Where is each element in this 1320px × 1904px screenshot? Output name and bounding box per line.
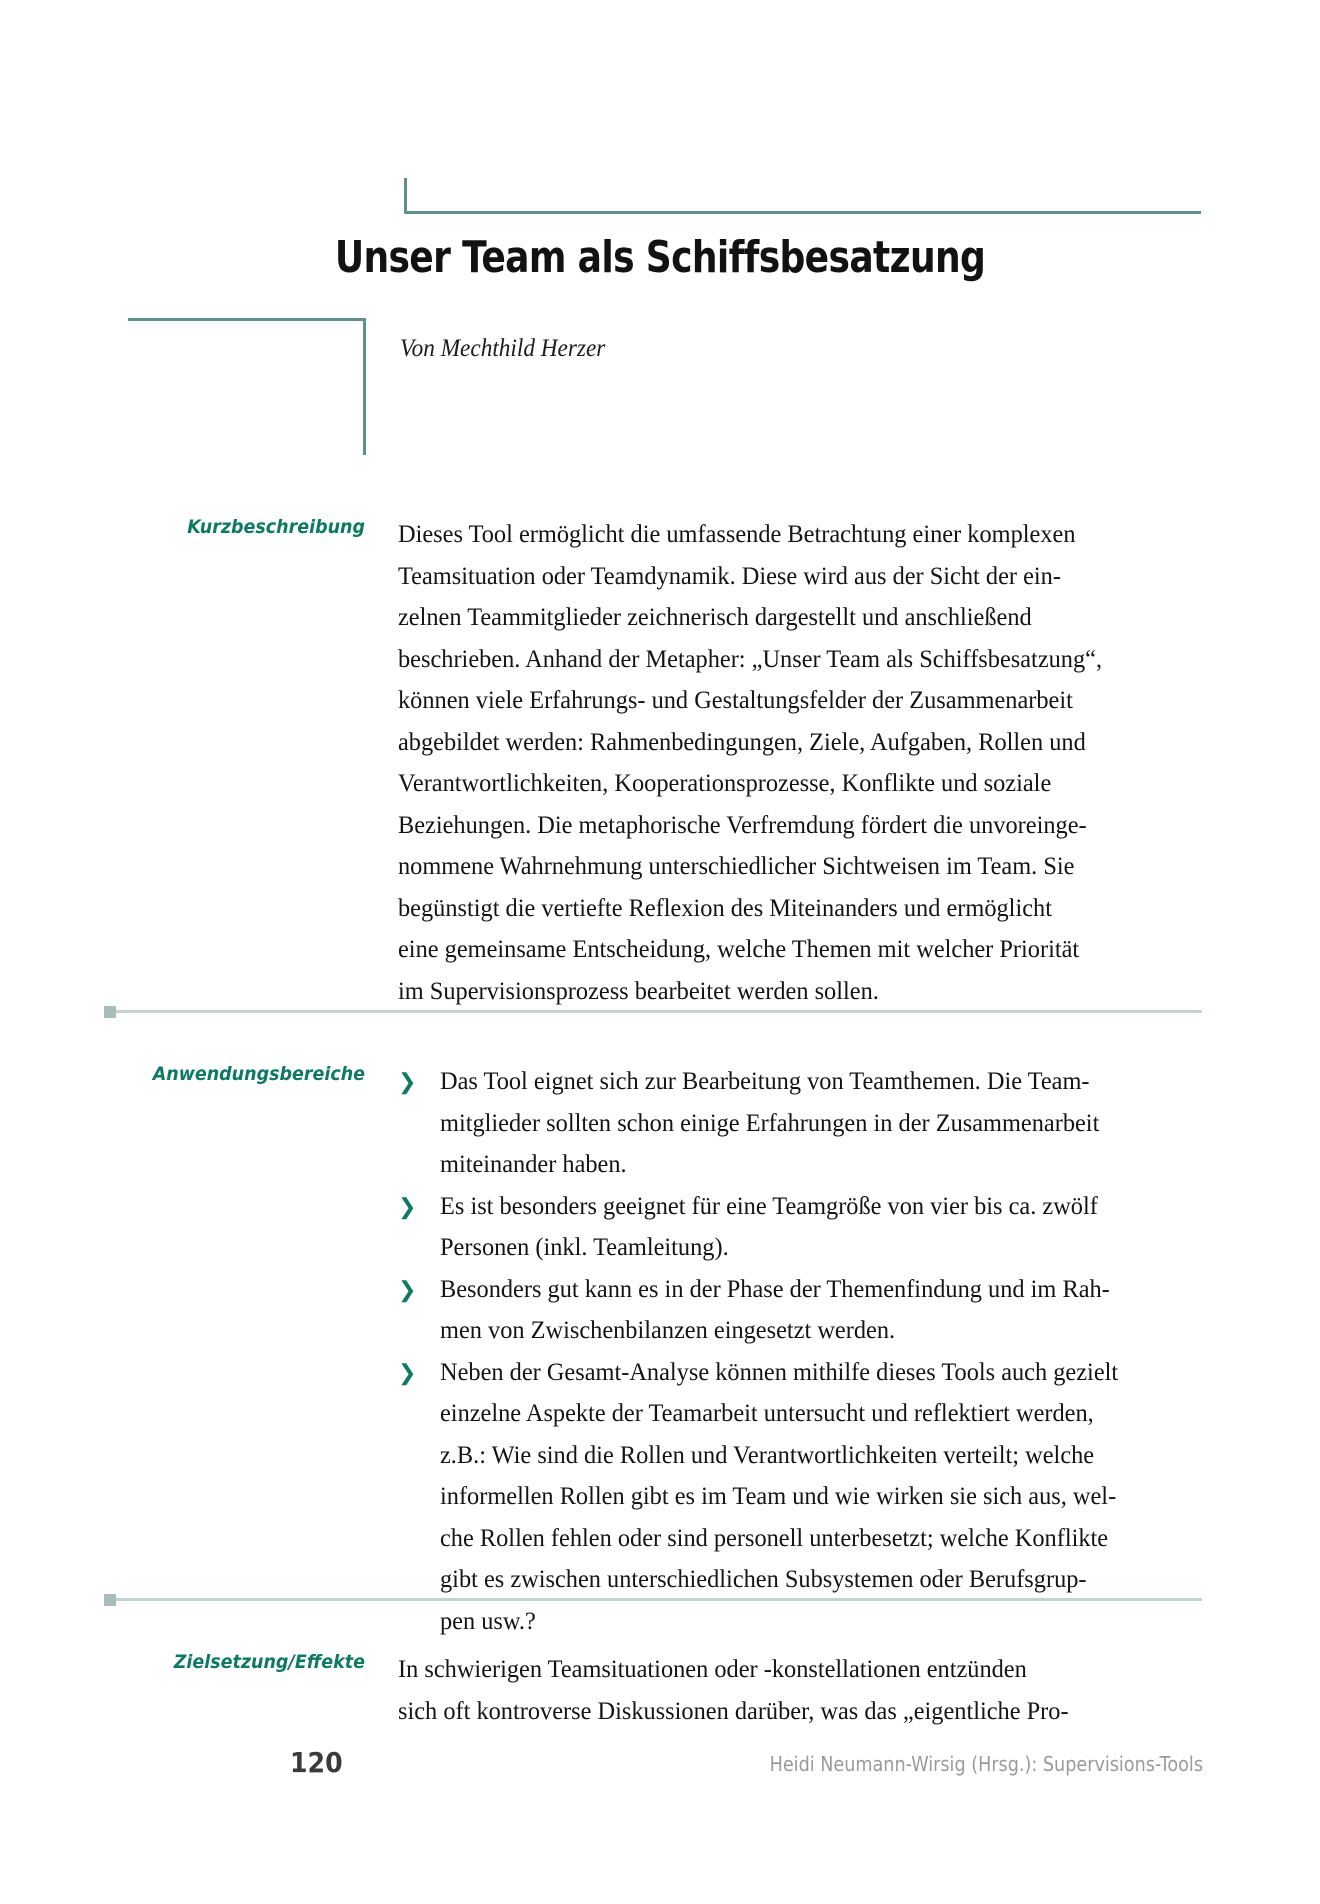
paragraph-line: zelnen Teammitglieder zeichnerisch dargestellt und anschließend xyxy=(398,602,1032,631)
paragraph-line: beschrieben. Anhand der Metapher: „Unser Team als Schiffsbesatzung“, xyxy=(398,643,1103,673)
paragraph-line: können viele Erfahrungs- und Gestaltungsfelder der Zusammenarbeit xyxy=(398,685,1073,714)
paragraph-kurzbeschreibung xyxy=(398,513,1167,1011)
page-number: 120 xyxy=(290,1746,343,1779)
list-item-text xyxy=(440,1268,1169,1351)
paragraph-line: abgebildet werden: Rahmenbedingungen, Ziele, Aufgaben, Rollen und xyxy=(398,726,1086,756)
section-label-zielsetzung: Zielsetzung/Effekte xyxy=(173,1651,365,1673)
paragraph-line: Personen (inkl. Teamleitung). xyxy=(440,1232,729,1261)
paragraph-line: men von Zwischenbilanzen eingesetzt werden. xyxy=(440,1315,896,1344)
bullet-arrow-icon: ❯ xyxy=(398,1069,417,1094)
divider-square-marker xyxy=(104,1594,116,1606)
list-item xyxy=(398,1060,1203,1185)
paragraph-line: Teamsituation oder Teamdynamik. Diese wird aus der Sicht der ein- xyxy=(398,560,1061,590)
section-body-kurzbeschreibung xyxy=(398,513,1203,1011)
bullet-arrow-icon: ❯ xyxy=(398,1276,417,1302)
paragraph-line: Beziehungen. Die metaphorische Verfremdung fördert die unvoreinge- xyxy=(398,809,1087,839)
section-body-zielsetzung xyxy=(398,1648,1203,1731)
paragraph-line: einzelne Aspekte der Teamarbeit untersucht und reflektiert werden, xyxy=(440,1398,1094,1427)
section-divider-2 xyxy=(104,1594,1202,1606)
paragraph-line: sich oft kontroverse Diskussionen darüber, was das „eigentliche Pro- xyxy=(398,1695,1069,1725)
section-body-anwendungsbereiche xyxy=(398,1060,1203,1641)
paragraph-zielsetzung xyxy=(398,1648,1167,1731)
paragraph-line: miteinander haben. xyxy=(440,1149,627,1178)
bullet-arrow-icon: ❯ xyxy=(398,1359,417,1385)
paragraph-line: che Rollen fehlen oder sind personell unterbesetzt; welche Konflikte xyxy=(440,1522,1109,1552)
section-label-anwendungsbereiche: Anwendungsbereiche xyxy=(152,1063,365,1085)
divider-line xyxy=(116,1598,1202,1601)
paragraph-line: Verantwortlichkeiten, Kooperationsprozesse, Konflikte und soziale xyxy=(398,768,1052,797)
paragraph-line: Besonders gut kann es in der Phase der Themenfindung und im Rah- xyxy=(440,1273,1110,1303)
section-divider-1 xyxy=(104,1006,1202,1018)
header-rule-left xyxy=(128,318,366,455)
paragraph-line: informellen Rollen gibt es im Team und wie wirken sie sich aus, wel- xyxy=(440,1481,1117,1510)
paragraph-line: Das Tool eignet sich zur Bearbeitung von Teamthemen. Die Team- xyxy=(440,1066,1090,1095)
paragraph-line: pen usw.? xyxy=(440,1605,536,1635)
paragraph-line: z.B.: Wie sind die Rollen und Verantwortlichkeiten verteilt; welche xyxy=(440,1439,1095,1469)
page-title: Unser Team als Schiffsbesatzung xyxy=(334,232,986,283)
paragraph-line: Neben der Gesamt-Analyse können mithilfe dieses Tools auch gezielt xyxy=(440,1356,1119,1386)
divider-line xyxy=(116,1010,1202,1013)
footer-credit: Heidi Neumann-Wirsig (Hrsg.): Supervisions-Tools xyxy=(769,1752,1203,1776)
bullet-list-anwendungsbereiche xyxy=(398,1060,1203,1641)
list-item xyxy=(398,1268,1203,1351)
list-item xyxy=(398,1185,1203,1268)
section-label-kurzbeschreibung: Kurzbeschreibung xyxy=(187,516,365,538)
paragraph-line: Dieses Tool ermöglicht die umfassende Betrachtung einer komplexen xyxy=(398,519,1076,548)
paragraph-line: mitglieder sollten schon einige Erfahrungen in der Zusammenarbeit xyxy=(440,1107,1100,1137)
paragraph-line: In schwierigen Teamsituationen oder -konstellationen entzünden xyxy=(398,1654,1027,1683)
header-rule-top xyxy=(404,178,1201,214)
paragraph-line: nommene Wahrnehmung unterschiedlicher Sichtweisen im Team. Sie xyxy=(398,851,1075,880)
list-item-text xyxy=(440,1185,1169,1268)
divider-square-marker xyxy=(104,1006,116,1018)
paragraph-line: gibt es zwischen unterschiedlichen Subsystemen oder Berufsgrup- xyxy=(440,1564,1087,1593)
bullet-arrow-icon: ❯ xyxy=(398,1193,417,1219)
paragraph-line: eine gemeinsame Entscheidung, welche Themen mit welcher Priorität xyxy=(398,934,1080,963)
paragraph-line: im Supervisionsprozess bearbeitet werden sollen. xyxy=(398,975,879,1005)
list-item-text xyxy=(440,1060,1169,1185)
author-byline: Von Mechthild Herzer xyxy=(400,335,606,362)
paragraph-line: begünstigt die vertiefte Reflexion des Miteinanders und ermöglicht xyxy=(398,892,1052,922)
paragraph-line: Es ist besonders geeignet für eine Teamgröße von vier bis ca. zwölf xyxy=(440,1190,1098,1220)
